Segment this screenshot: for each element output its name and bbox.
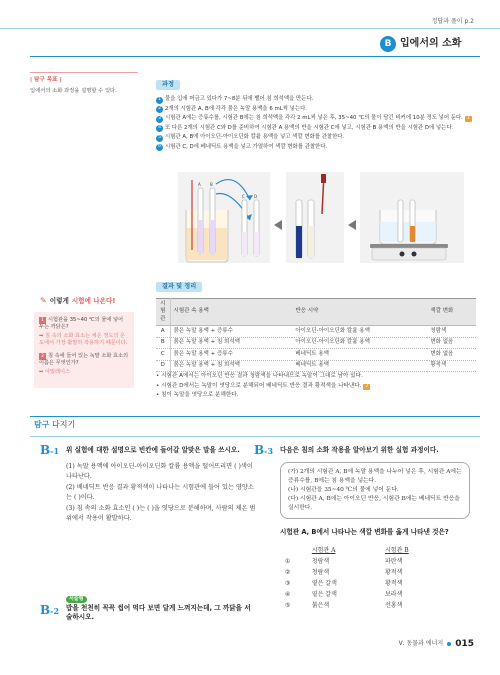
inquiry-goal-text: 입에서의 소화 과정을 설명할 수 있다.: [30, 87, 117, 94]
pencil-icon: ✎: [40, 296, 47, 305]
experiment-figure: [176, 170, 466, 265]
explore-heading: 탐구 다지기: [34, 420, 76, 429]
beaker-illustration: [178, 172, 270, 263]
tube-label-b: B: [210, 182, 213, 187]
column-header: 색깔 변화: [427, 299, 476, 326]
page-number: 015: [455, 639, 474, 649]
answer-choices: [282, 546, 452, 612]
column-header: 시험관 A: [311, 547, 336, 554]
inquiry-goal-title: | 탐구 목표 |: [30, 77, 62, 83]
callout-title-prefix: 이렇게: [49, 296, 69, 305]
step-text: 시험관 A, B에 아이오딘-아이오딘화 칼륨 용액을 넣고 색깔 변화를 관찰한다.: [165, 134, 345, 140]
step-text: 시험관 C, D에 베네딕트 용액을 넣고 가열하여 색깔 변화를 관찰한다.: [165, 143, 328, 150]
table-row: A 묽은 녹말 용액 + 증류수 아이오딘-아이오딘화 칼륨 용액 청람색: [156, 326, 476, 337]
answer-choice[interactable]: ③ 옅은 갈색 황적색: [285, 579, 403, 587]
callout-question: 2 침 속에 들어 있는 녹말 소화 효소의 이름은 무엇인가?: [39, 353, 129, 367]
step-text: 2개의 시험관 A, B에 각각 묽은 녹말 용액을 6 mL씩 넣는다.: [165, 105, 308, 112]
experiment-step: (나) 시험관을 35~40 ℃의 물에 넣어 둔다.: [288, 486, 399, 493]
step-number: 3: [156, 116, 163, 123]
page-footer: [399, 638, 474, 650]
tube-label-d: D: [254, 194, 258, 199]
question-item: (3) 침 속의 소화 효소인 ( )는 ( )을 엿당으로 분해하며, 사람의 체온 범위에서 작용이 활발하다.: [66, 505, 256, 523]
title-divider: [30, 56, 480, 57]
step-number: 2: [156, 106, 163, 113]
section-title-text: 입에서의 소화: [400, 38, 462, 50]
step-number: 5: [156, 135, 163, 142]
choice-header-row: [282, 546, 452, 556]
callout-title-highlight: 시험에 나온다!: [71, 296, 116, 305]
tube-label-c: C: [242, 194, 245, 199]
column-header: 시험관 속 용액: [170, 299, 292, 326]
result-note: • 침이 녹말을 엿당으로 분해한다.: [156, 392, 239, 399]
answer-choice[interactable]: ⑤ 붉은색 선홍색: [285, 601, 403, 609]
callout-question: 1 시험관을 35~40 ℃의 물에 넣어 두는 까닭은?: [39, 317, 124, 331]
procedure-step: [156, 144, 476, 152]
step-text: 시험관 A에는 증류수를, 시험관 B에는 침 희석액을 각각 2 mL씩 넣은 후, 35~40 ℃의 물이 담긴 비커에 10분 정도 넣어 둔다.: [165, 115, 463, 121]
section-badge: B: [380, 36, 396, 52]
column-header: 시험관: [156, 299, 170, 326]
callout-answer: ➡ 아밀레이스: [39, 369, 71, 376]
procedure-step: [156, 134, 476, 142]
answer-choice[interactable]: ② 청람색 황적색: [285, 568, 403, 576]
table-row: C 묽은 녹말 용액 + 증류수 베네딕트 용액 변화 없음: [156, 349, 476, 360]
experiment-step: (다) 시험관 A, B에는 아이오딘 반응, 시험관 B에는 베네딕트 반응을 실시한다.: [288, 495, 460, 511]
step-number: 1: [156, 97, 163, 104]
arrow-icon: [348, 220, 356, 230]
reagent-tubes-illustration: [286, 172, 344, 263]
step-number: 6: [156, 144, 163, 151]
result-note: • 시험관 D에서는 녹말이 엿당으로 분해되어 베네딕트 반응 결과 황적색을 나타낸다. 2: [156, 382, 369, 389]
explore-divider-top: [30, 416, 480, 417]
explore-divider-bottom: [30, 436, 480, 437]
tube-label-a: A: [198, 182, 201, 187]
answer-choice[interactable]: ④ 옅은 갈색 보라색: [285, 590, 403, 598]
inquiry-goal: [30, 72, 138, 95]
result-note: • 시험관 A에서는 아이오딘 반응 결과 청람색을 나타내므로 녹말이 그대로 남아 있다.: [156, 373, 363, 379]
question-prompt: 시험관 A, B에서 나타나는 색깔 변화를 옳게 나타낸 것은?: [280, 528, 449, 536]
question-item: (2) 베네딕트 반응 결과 황적색이 나타나는 시험관에 들어 있는 영양소는 ( )이다.: [66, 484, 254, 501]
procedure-step: [156, 106, 476, 114]
column-header: 반응 시약: [292, 299, 427, 326]
question-title: 위 실험에 대한 설명으로 빈칸에 들어갈 알맞은 말을 쓰시오.: [66, 446, 240, 454]
step-text: 또 다른 2개의 시험관 C와 D를 준비하여 시험관 A 용액의 반을 시험관 C에 넣고, 시험관 B 용액의 반을 시험관 D에 넣는다.: [165, 124, 454, 131]
question-label: B-1: [40, 443, 60, 457]
callout-answer: ➡ 침 속의 소화 효소는 체온 정도의 온도에서 가장 활발히 작용하기 때문이다.: [39, 333, 128, 347]
answer-reference: 정답과 풀이 p.2: [431, 18, 474, 25]
hotplate-illustration: [360, 172, 464, 263]
arrow-icon: [274, 220, 282, 230]
callout-number: 1: [39, 317, 46, 324]
callout-number: 2: [39, 353, 46, 360]
procedure-step: [156, 125, 476, 133]
procedure-step: [156, 115, 476, 123]
exam-callout-title: [40, 296, 115, 307]
exam-callout-box: [34, 312, 134, 388]
results-table: [156, 298, 476, 372]
essay-badge: 서술형: [66, 596, 87, 603]
procedure-list: [156, 96, 476, 153]
results-tag: 결과 및 정리: [156, 282, 202, 292]
step-text: 물을 입에 머금고 있다가 7~8분 뒤에 뱉어 침 희석액을 만든다.: [165, 96, 314, 102]
table-header-row: [156, 299, 476, 326]
section-title: [380, 36, 461, 52]
chapter-label: Ⅴ. 동물과 에너지: [398, 640, 444, 648]
step-number: 4: [156, 125, 163, 132]
table-row: B 묽은 녹말 용액 + 침 희석액 아이오딘-아이오딘화 칼륨 용액 변화 없음: [156, 337, 476, 348]
procedure-step: [156, 96, 476, 104]
question-label: B-2: [40, 603, 60, 617]
test-mark: 1: [466, 116, 470, 121]
column-header: 시험관 B: [385, 547, 409, 554]
test-mark: 2: [365, 383, 369, 389]
question-item: (1) 녹말 용액에 아이오딘-아이오딘화 칼륨 용액을 떨어뜨리면 ( )색이 나타난다.: [66, 463, 253, 480]
top-divider: [0, 28, 500, 29]
table-row: D 묽은 녹말 용액 + 침 희석액 베네딕트 용액 황적색: [156, 360, 476, 371]
results-notes: [156, 373, 476, 402]
procedure-tag: 과정: [156, 80, 180, 90]
question-items: [66, 462, 256, 526]
bullet-icon: [447, 642, 451, 646]
question-title: 밥을 천천히 꼭꼭 씹어 먹다 보면 달게 느껴지는데, 그 까닭을 서술하시오.: [66, 604, 251, 621]
question-label: B-3: [254, 443, 274, 457]
experiment-steps-box: [280, 462, 470, 519]
question-title: 다음은 침의 소화 작용을 알아보기 위한 실험 과정이다.: [280, 446, 439, 454]
answer-choice[interactable]: ① 청람색 파란색: [285, 557, 403, 565]
experiment-step: (가) 2개의 시험관 A, B에 녹말 용액을 나누어 넣은 후, 시험관 A에는 증류수를, B에는 침 용액을 넣는다.: [288, 469, 462, 484]
